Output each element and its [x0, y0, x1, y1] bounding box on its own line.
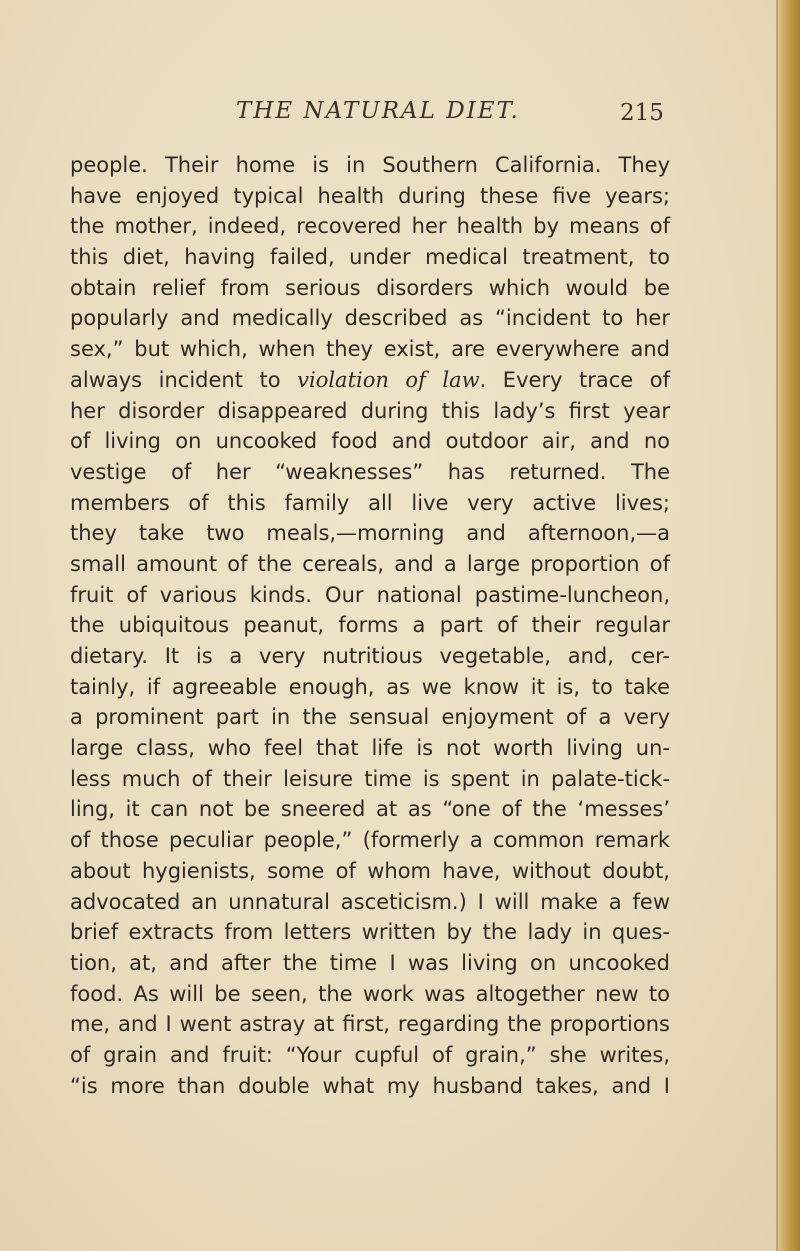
text-line: tion, at, and after the time I was living on uncooked — [70, 950, 670, 975]
page-edge — [778, 0, 800, 1251]
text-line: vestige of her “weaknesses” has returned. The — [70, 459, 670, 484]
body-text — [70, 150, 670, 1101]
text-line: less much of their leisure time is spent in palate-tick- — [70, 766, 670, 791]
text-line: the mother, indeed, recovered her health by means of — [70, 214, 670, 239]
text-line: fruit of various kinds. Our national pastime-luncheon, — [70, 582, 670, 607]
text-line: obtain relief from serious disorders which would be — [70, 275, 670, 300]
text-fragment: . Every trace of — [479, 367, 670, 392]
running-head — [0, 98, 760, 132]
text-line: ling, it can not be sneered at as “one of the ‘messes’ — [70, 797, 670, 822]
text-line: members of this family all live very active lives; — [70, 490, 670, 515]
text-line: advocated an unnatural asceticism.) I will make a few — [70, 889, 670, 914]
text-line: of those peculiar people,” (formerly a common remark — [70, 828, 670, 853]
text-fragment: always incident to — [70, 367, 281, 392]
text-line: “is more than double what my husband takes, and I — [70, 1073, 670, 1098]
text-line: the ubiquitous peanut, forms a part of their regular — [70, 613, 670, 638]
text-line: her disorder disappeared during this lady’s first year — [70, 398, 670, 423]
text-line: brief extracts from letters written by the lady in ques- — [70, 920, 670, 945]
running-title: THE NATURAL DIET. — [236, 98, 520, 124]
italic-phrase: violation of law — [297, 367, 480, 392]
page-number: 215 — [620, 100, 664, 126]
text-line: a prominent part in the sensual enjoyment of a very — [70, 705, 670, 730]
text-line: me, and I went astray at first, regarding the proportions — [70, 1012, 670, 1037]
text-line-mixed — [70, 365, 670, 396]
text-line: sex,” but which, when they exist, are everywhere and — [70, 337, 670, 362]
text-line: food. As will be seen, the work was altogether new to — [70, 981, 670, 1006]
text-line: large class, who feel that life is not worth living un- — [70, 736, 670, 761]
text-line: tainly, if agreeable enough, as we know it is, to take — [70, 674, 670, 699]
text-line: have enjoyed typical health during these five years; — [70, 183, 670, 208]
text-line: popularly and medically described as “incident to her — [70, 306, 670, 331]
text-line: of grain and fruit: “Your cupful of grain,” she writes, — [70, 1042, 670, 1067]
text-line: people. Their home is in Southern California. They — [70, 153, 670, 177]
text-line: they take two meals,—morning and afternoon,—a — [70, 521, 670, 546]
text-line: small amount of the cereals, and a large proportion of — [70, 551, 670, 576]
text-line: this diet, having failed, under medical treatment, to — [70, 245, 670, 270]
text-line: about hygienists, some of whom have, without doubt, — [70, 858, 670, 883]
text-line: dietary. It is a very nutritious vegetable, and, cer- — [70, 644, 670, 668]
text-line: of living on uncooked food and outdoor air, and no — [70, 429, 670, 454]
